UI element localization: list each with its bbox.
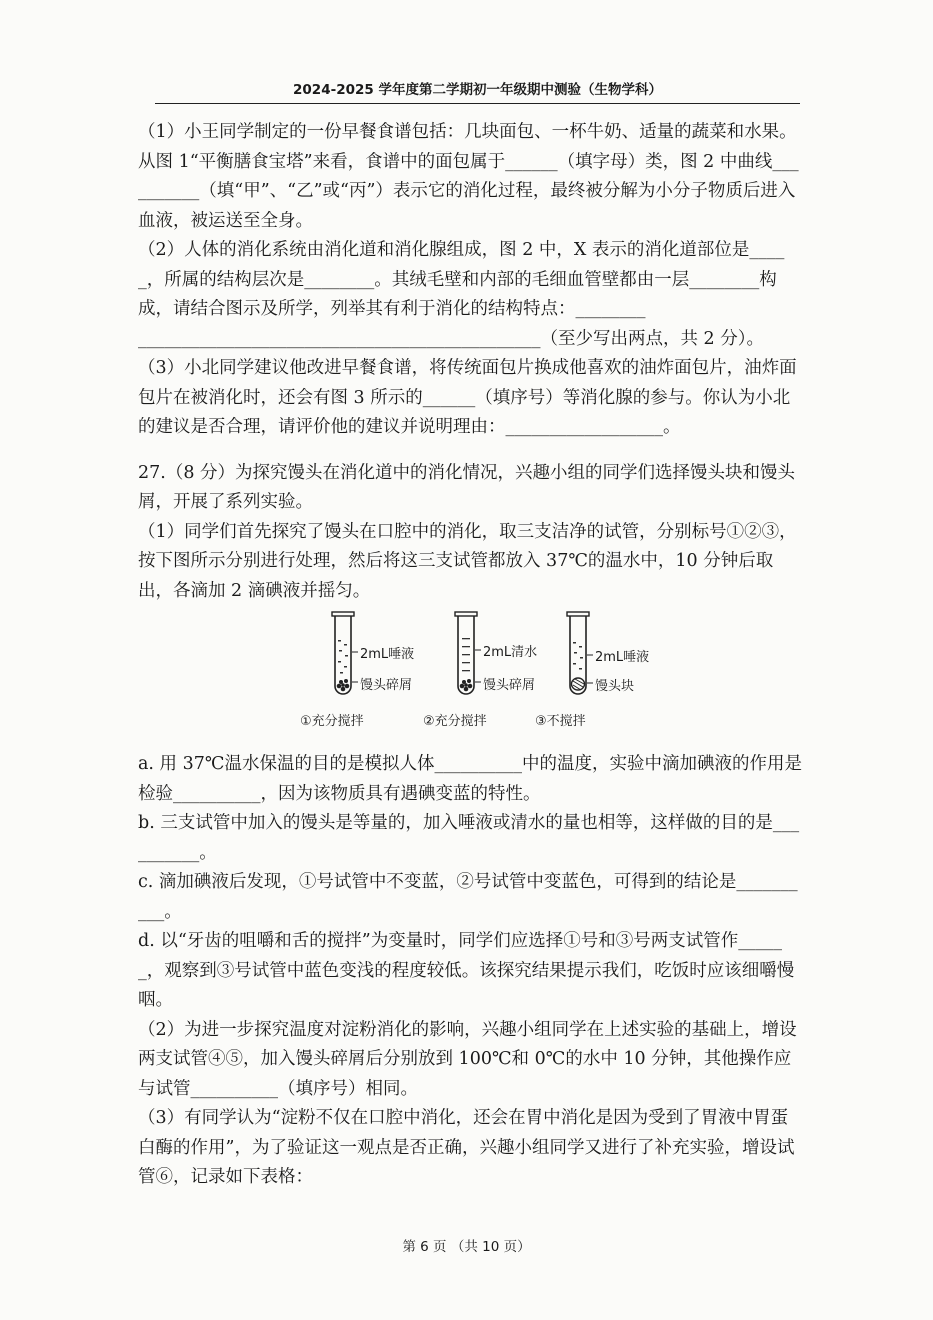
- test-tube-1-drawing: [328, 610, 358, 700]
- tube-1-liquid-label: 2mL唾液: [360, 647, 415, 662]
- tube-3-solid-label: 馒头块: [595, 679, 635, 694]
- test-tube-3: [535, 610, 650, 729]
- page-footer: 第 6 页 （共 10 页）: [402, 1239, 531, 1255]
- q27-intro: 27.（8 分）为探究馒头在消化道中的消化情况，兴趣小组的同学们选择馒头块和馒头屑，开展了系列实验。: [138, 462, 796, 512]
- test-tube-1: [300, 610, 415, 729]
- tube-1-solid-label: 馒头碎屑: [360, 678, 413, 693]
- q27-part2: （2）为进一步探究温度对淀粉消化的影响，兴趣小组同学在上述实验的基础上，增设两支试管④⑤，加入馒头碎屑后分别放到 100℃和 0℃的水中 10 分钟，其他操作应与试管__________（填序号）相同。: [138, 1019, 797, 1099]
- tube-1-caption: ①充分搅拌: [300, 714, 364, 729]
- q26-part2-continued: ______________________________________________（至少写出两点，共 2 分）。: [138, 328, 765, 349]
- tube-2-caption: ②充分搅拌: [423, 714, 487, 729]
- test-tube-3-drawing: [563, 610, 593, 700]
- tube-2-liquid-label: 2mL清水: [483, 645, 538, 660]
- tube-3-liquid-label: 2mL唾液: [595, 650, 650, 665]
- q27-part3: （3）有同学认为“淀粉不仅在口腔中消化，还会在胃中消化是因为受到了胃液中胃蛋白酶的作用”，为了验证这一观点是否正确，兴趣小组同学又进行了补充实验，增设试管⑥，记录如下表格：: [138, 1108, 795, 1187]
- test-tube-2-drawing: [451, 610, 481, 700]
- q27-item-c: c. 滴加碘液后发现，①号试管中不变蓝，②号试管中变蓝色，可得到的结论是__________。: [138, 872, 798, 922]
- q27-item-d: d. 以“牙齿的咀嚼和舌的搅拌”为变量时，同学们应选择①号和③号两支试管作______，观察到③号试管中蓝色变浅的程度较低。该探究结果提示我们，吃饭时应该细嚼慢咽。: [138, 931, 795, 1010]
- test-tube-figure: [138, 610, 802, 732]
- page-content: [138, 118, 802, 1193]
- exam-header: 2024-2025 学年度第二学期初一年级期中测验（生物学科）: [155, 78, 800, 104]
- q27-part1: （1）同学们首先探究了馒头在口腔中的消化，取三支洁净的试管，分别标号①②③，按下图所示分别进行处理，然后将这三支试管都放入 37℃的温水中，10 分钟后取出，各滴加 2 滴碘液并摇匀。: [138, 521, 797, 601]
- q27-item-b: b. 三支试管中加入的馒头是等量的，加入唾液或清水的量也相等，这样做的目的是__________。: [138, 813, 800, 863]
- q26-part1: （1）小王同学制定的一份早餐食谱包括：几块面包、一杯牛奶、适量的蔬菜和水果。从图 1“平衡膳食宝塔”来看，食谱中的面包属于______（填字母）类，图 2 中曲线__________（填“甲”、“乙”或“丙”）表示它的消化过程，最终被分解为小分子物质后进入血液，被运送至全身。: [138, 122, 799, 231]
- q26-part2: （2）人体的消化系统由消化道和消化腺组成，图 2 中，X 表示的消化道部位是_____，所属的结构层次是________。其绒毛壁和内部的毛细血管壁都由一层________构成，请结合图示及所学，列举其有利于消化的结构特点：________: [138, 240, 785, 319]
- test-tube-2: [423, 610, 538, 729]
- q27-item-a: a. 用 37℃温水保温的目的是模拟人体__________中的温度，实验中滴加碘液的作用是检验__________，因为该物质具有遇碘变蓝的特性。: [138, 754, 802, 804]
- q26-part3: （3）小北同学建议他改进早餐食谱，将传统面包片换成他喜欢的油炸面包片，油炸面包片在被消化时，还会有图 3 所示的______（填序号）等消化腺的参与。你认为小北的建议是否合理，请评价他的建议并说明理由：__________________。: [138, 358, 797, 437]
- tube-2-solid-label: 馒头碎屑: [483, 678, 536, 693]
- tube-3-caption: ③不搅拌: [535, 714, 586, 729]
